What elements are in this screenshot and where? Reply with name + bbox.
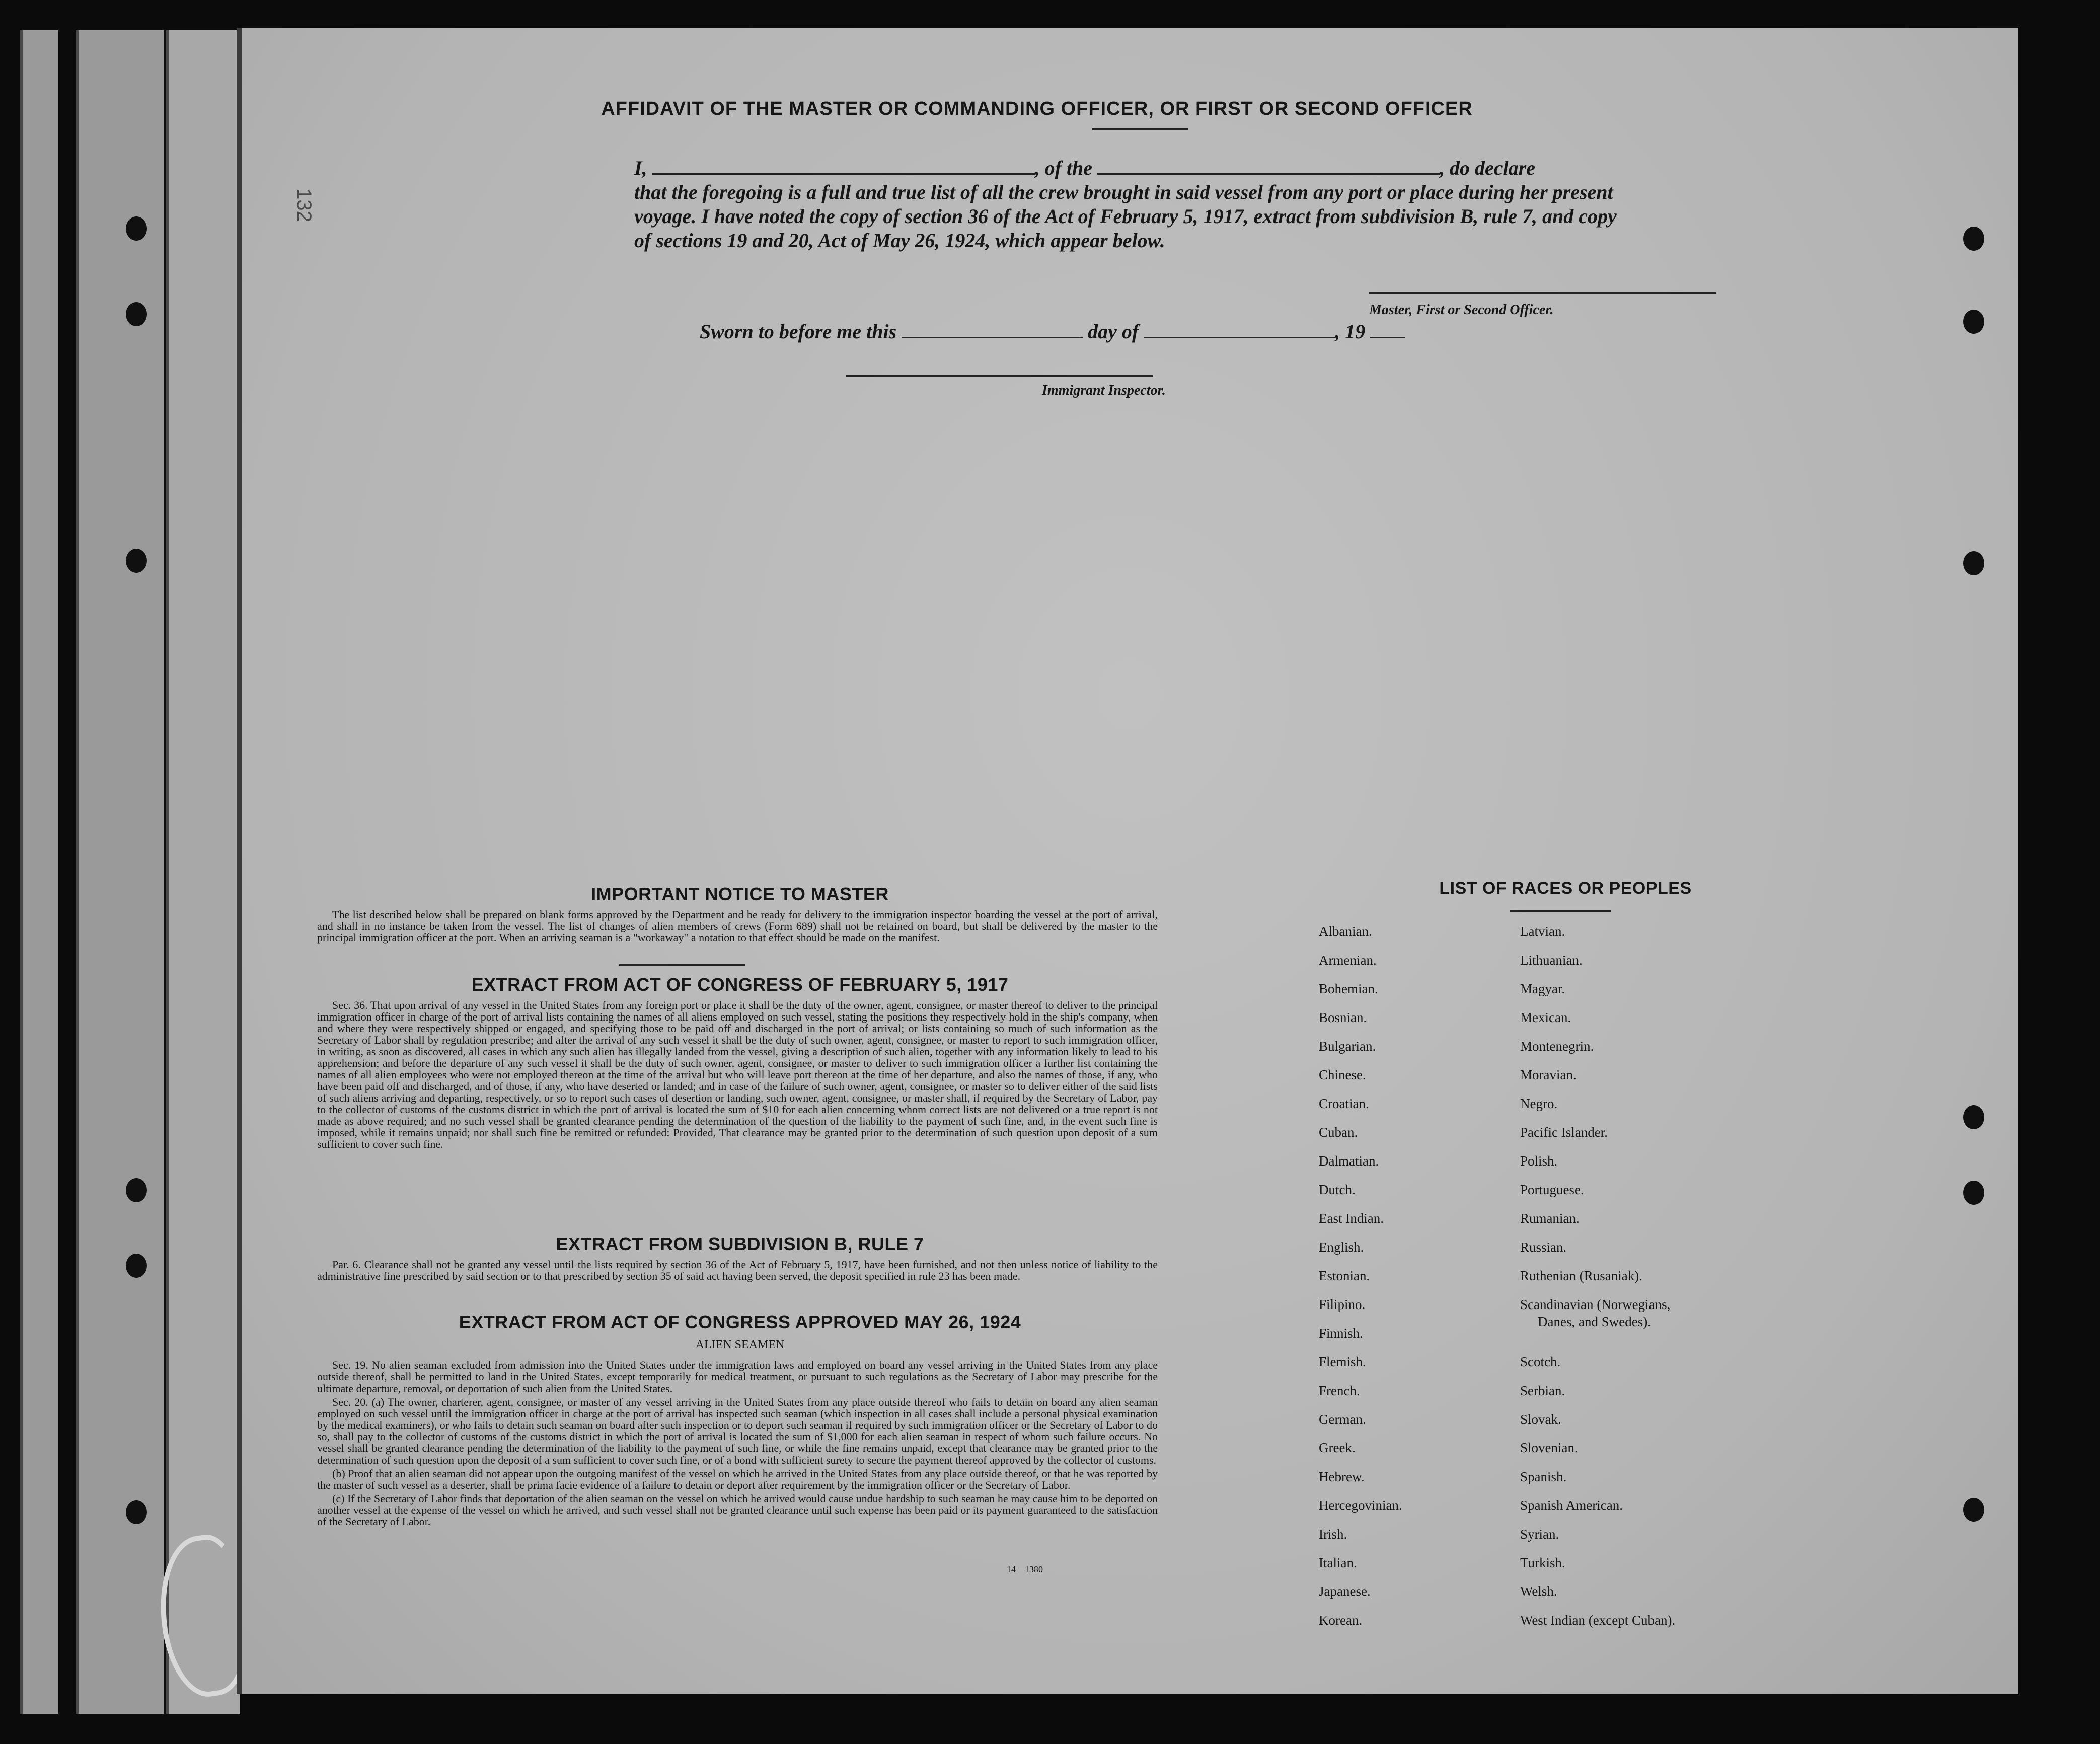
extract-rule7-title: EXTRACT FROM SUBDIVISION B, RULE 7 <box>556 1233 924 1254</box>
race-left-item: Albanian. <box>1319 924 1372 939</box>
race-left-item: Irish. <box>1319 1527 1347 1542</box>
margin-number: 132 <box>292 188 315 222</box>
race-left-item: Armenian. <box>1319 953 1377 968</box>
sworn-text: Sworn to before me this <box>700 320 897 343</box>
race-right-item: Scandinavian (Norwegians, <box>1520 1297 1671 1312</box>
notice-body <box>317 909 1158 946</box>
sworn-line <box>700 320 1405 343</box>
affidavit-line-1 <box>634 156 1651 180</box>
binder-hole <box>126 549 147 573</box>
affidavit-i: I, <box>634 157 647 179</box>
race-left-item: Estonian. <box>1319 1268 1370 1283</box>
master-signature-label: Master, First or Second Officer. <box>1369 302 1554 318</box>
binder-hole <box>1963 1105 1984 1129</box>
page-edge-left-inner <box>76 30 164 1714</box>
binder-hole <box>126 1254 147 1278</box>
notice-title: IMPORTANT NOTICE TO MASTER <box>591 884 889 904</box>
race-right-item: Mexican. <box>1520 1010 1571 1025</box>
race-left-item: Bosnian. <box>1319 1010 1367 1025</box>
extract-1924-body <box>317 1359 1158 1530</box>
race-right-item: Moravian. <box>1520 1067 1577 1082</box>
race-right-item: Montenegrin. <box>1520 1039 1594 1054</box>
page-edge-left <box>20 30 58 1714</box>
binder-hole <box>1963 227 1984 251</box>
race-left-item: Flemish. <box>1319 1354 1366 1369</box>
binder-hole <box>1963 310 1984 334</box>
sworn-year-prefix: , 19 <box>1335 320 1366 343</box>
race-right-item: Rumanian. <box>1520 1211 1580 1226</box>
race-left-item: Hebrew. <box>1319 1469 1365 1484</box>
races-title: LIST OF RACES OR PEOPLES <box>1439 879 1692 898</box>
race-right-item: Danes, and Swedes). <box>1538 1314 1651 1329</box>
extract-rule7-body <box>317 1259 1158 1284</box>
master-name-blank <box>652 157 1035 175</box>
alien-seamen-subtitle: ALIEN SEAMEN <box>695 1338 785 1351</box>
notice-text: The list described below shall be prepared on blank forms approved by the Department and be ready for delivery to the immigration inspector boarding the vessel at the port of arrival, and shall in no instance be taken from the vessel. The list of changes of alien members of crews (Form 689) shall not be retained on board, but shall be delivered by the master to the principal immigration officer at the port. When an arriving seaman is a "workaway" a notation to that effect should be made on the manifest. <box>317 908 1158 944</box>
sworn-year-blank <box>1370 322 1405 338</box>
binder-hole <box>126 216 147 241</box>
race-right-item: Turkish. <box>1520 1555 1565 1570</box>
race-left-item: Hercegovinian. <box>1319 1498 1402 1513</box>
race-left-item: Bohemian. <box>1319 981 1378 996</box>
sec-20b-text: (b) Proof that an alien seaman did not appear upon the outgoing manifest of the vessel on which he arrived in the United States from any place outside thereof, or that he was reported by the master of such vessel as a deserter, shall be prima facie evidence of a failure to detain or deport after requirement by the immigration officer or the Secretary of Labor. <box>317 1467 1158 1491</box>
affidavit-declare: , do declare <box>1440 157 1535 179</box>
binder-hole <box>126 1178 147 1202</box>
sec-20c-text: (c) If the Secretary of Labor finds that deportation of the alien seaman on the vessel on which he arrived would cause undue hardship to such seaman he may cause him to be deported on another vessel at the expense of the vessel on which he arrived, and such vessel shall not be granted clearance until such expense has been paid or its payment guaranteed to the satisfaction of the Secretary of Labor. <box>317 1492 1158 1528</box>
race-left-item: Croatian. <box>1319 1096 1369 1111</box>
race-right-item: Welsh. <box>1520 1584 1557 1599</box>
par-6-text: Par. 6. Clearance shall not be granted any vessel until the lists required by section 36 of the Act of February 5, 1917, have been furnished, and not then unless notice of liability to the administrative fine prescribed by said section or to that prescribed by section 35 of said act having been served, the deposit specified in rule 23 has been made. <box>317 1258 1158 1282</box>
race-right-item: Portuguese. <box>1520 1182 1584 1197</box>
race-left-item: Greek. <box>1319 1440 1356 1456</box>
binder-hole <box>1963 551 1984 575</box>
race-left-item: French. <box>1319 1383 1360 1398</box>
affidavit-of-the: , of the <box>1034 157 1093 179</box>
race-right-item: Slovenian. <box>1520 1440 1578 1456</box>
inspector-signature-label: Immigrant Inspector. <box>1042 383 1166 398</box>
race-right-item: Negro. <box>1520 1096 1558 1111</box>
race-right-item: Syrian. <box>1520 1527 1559 1542</box>
race-right-item: Spanish American. <box>1520 1498 1623 1513</box>
race-left-item: Cuban. <box>1319 1125 1358 1140</box>
race-right-item: Latvian. <box>1520 924 1565 939</box>
affidavit-line-2: that the foregoing is a full and true list of all the crew brought in said vessel from any port or place during her present <box>634 181 1613 203</box>
race-right-item: Russian. <box>1520 1240 1567 1255</box>
binder-hole <box>1963 1181 1984 1205</box>
binder-hole <box>126 302 147 326</box>
affidavit-statement <box>634 156 1651 253</box>
race-left-item: Bulgarian. <box>1319 1039 1376 1054</box>
extract-1917-title: EXTRACT FROM ACT OF CONGRESS OF FEBRUARY 5, 1917 <box>471 974 1009 995</box>
race-right-item: West Indian (except Cuban). <box>1520 1613 1676 1628</box>
race-right-item: Lithuanian. <box>1520 953 1583 968</box>
sworn-month-blank <box>1144 322 1335 338</box>
master-signature-line <box>1369 292 1716 294</box>
affidavit-line-4: of sections 19 and 20, Act of May 26, 1924, which appear below. <box>634 229 1165 252</box>
title-rule <box>1092 128 1188 130</box>
binder-hole <box>126 1500 147 1524</box>
race-right-item: Magyar. <box>1520 981 1565 996</box>
manifest-page <box>237 28 2018 1694</box>
affidavit-line-3: voyage. I have noted the copy of section 36 of the Act of February 5, 1917, extract from subdivision B, rule 7, and copy <box>634 205 1617 228</box>
race-left-item: Dalmatian. <box>1319 1153 1379 1169</box>
race-right-item: Serbian. <box>1520 1383 1565 1398</box>
extract-1924-title: EXTRACT FROM ACT OF CONGRESS APPROVED MAY 26, 1924 <box>459 1312 1021 1332</box>
sworn-day-of: day of <box>1088 320 1139 343</box>
sec-19-text: Sec. 19. No alien seaman excluded from admission into the United States under the immigration laws and employed on board any vessel arriving in the United States from any place outside thereof, shall be permitted to land in the United States, except temporarily for medical treatment, or pursuant to such regulations as the Secretary of Labor may prescribe for the ultimate departure, removal, or deportation of such alien from the United States. <box>317 1359 1158 1395</box>
race-right-item: Pacific Islander. <box>1520 1125 1608 1140</box>
race-right-item: Spanish. <box>1520 1469 1567 1484</box>
race-right-item: Scotch. <box>1520 1354 1561 1369</box>
race-right-item: Ruthenian (Rusaniak). <box>1520 1268 1642 1283</box>
race-left-item: Korean. <box>1319 1613 1363 1628</box>
race-left-item: Japanese. <box>1319 1584 1371 1599</box>
race-left-item: English. <box>1319 1240 1364 1255</box>
inspector-signature-line <box>846 375 1153 377</box>
race-left-item: Filipino. <box>1319 1297 1366 1312</box>
race-left-item: East Indian. <box>1319 1211 1384 1226</box>
notice-rule <box>619 964 745 966</box>
form-number: 14—1380 <box>1007 1564 1043 1574</box>
race-right-item: Polish. <box>1520 1153 1558 1169</box>
extract-1917-body <box>317 999 1158 1152</box>
vessel-name-blank <box>1097 157 1440 175</box>
races-rule <box>1510 910 1611 912</box>
race-left-item: Italian. <box>1319 1555 1357 1570</box>
race-left-item: Chinese. <box>1319 1067 1366 1082</box>
binder-hole <box>1963 1498 1984 1522</box>
sec-20a-text: Sec. 20. (a) The owner, charterer, agent, consignee, or master of any vessel arriving in the United States from any place outside thereof who fails to detain on board any alien seaman employed on such vessel until the immigration officer in charge at the port of arrival has inspected such seaman (which inspection in all cases shall include a personal physical examination by the medical examiners), or who fails to detain such seaman on board after such inspection or to deport such seaman if required by such immigration officer or the Secretary of Labor to do so, shall pay to the collector of customs of the customs district in which the port of arrival is located the sum of $1,000 for each alien seaman in respect of whom such failure occurs. No vessel shall be granted clearance pending the determination of the liability to the payment of such fine, or while the fine remains unpaid, except that clearance may be granted prior to the determination of such question upon the deposit of a sum sufficient to cover such fine, or of a bond with sufficient surety to secure the payment thereof approved by the collector of customs. <box>317 1396 1158 1466</box>
sworn-day-blank <box>902 322 1083 338</box>
race-left-item: Dutch. <box>1319 1182 1356 1197</box>
affidavit-title: AFFIDAVIT OF THE MASTER OR COMMANDING OFFICER, OR FIRST OR SECOND OFFICER <box>601 98 1473 119</box>
page-edge-left-back <box>166 30 240 1714</box>
race-left-item: Finnish. <box>1319 1326 1363 1341</box>
race-right-item: Slovak. <box>1520 1412 1561 1427</box>
sec-36-text: Sec. 36. That upon arrival of any vessel in the United States from any foreign port or place it shall be the duty of the owner, agent, consignee, or master thereof to deliver to the principal immigration officer in charge of the port of arrival lists containing the names of all aliens employed on such vessel, stating the positions they respectively hold in the ship's company, when and where they were respectively shipped or engaged, and specifying those to be paid off and discharged in the port of arrival; or lists containing so much of such information as the Secretary of Labor shall by regulation prescribe; and after the arrival of any such vessel it shall be the duty of such owner, agent, consignee, or master to report to such immigration officer, in writing, as soon as discovered, all cases in which any such alien has illegally landed from the vessel, giving a description of such alien, together with any information likely to lead to his apprehension; and before the departure of any such vessel it shall be the duty of such owner, agent, consignee, or master to deliver to such immigration officer a further list containing the names of all alien employees who were not employed thereon at the time of the arrival but who will leave port thereon at the time of her departure, and also the names of those, if any, who have been paid off and discharged, and of those, if any, who have deserted or landed; and in case of the failure of such owner, agent, consignee, or master so to deliver either of the said lists of such aliens arriving and departing, respectively, or so to report such cases of desertion or landing, such owner, agent, consignee, or master shall, if required by the Secretary of Labor, pay to the collector of customs of the customs district in which the port of arrival is located the sum of $10 for each alien concerning whom correct lists are not delivered or a true report is not made as above required; and no such vessel shall be granted clearance pending the determination of the question of the liability to the payment of such fine, and, in the event such fine is imposed, while it remains unpaid; nor shall such fine be remitted or refunded: Provided, That clearance may be granted prior to the determination of such question upon deposit of a sum sufficient to cover such fine. <box>317 999 1158 1150</box>
race-left-item: German. <box>1319 1412 1366 1427</box>
